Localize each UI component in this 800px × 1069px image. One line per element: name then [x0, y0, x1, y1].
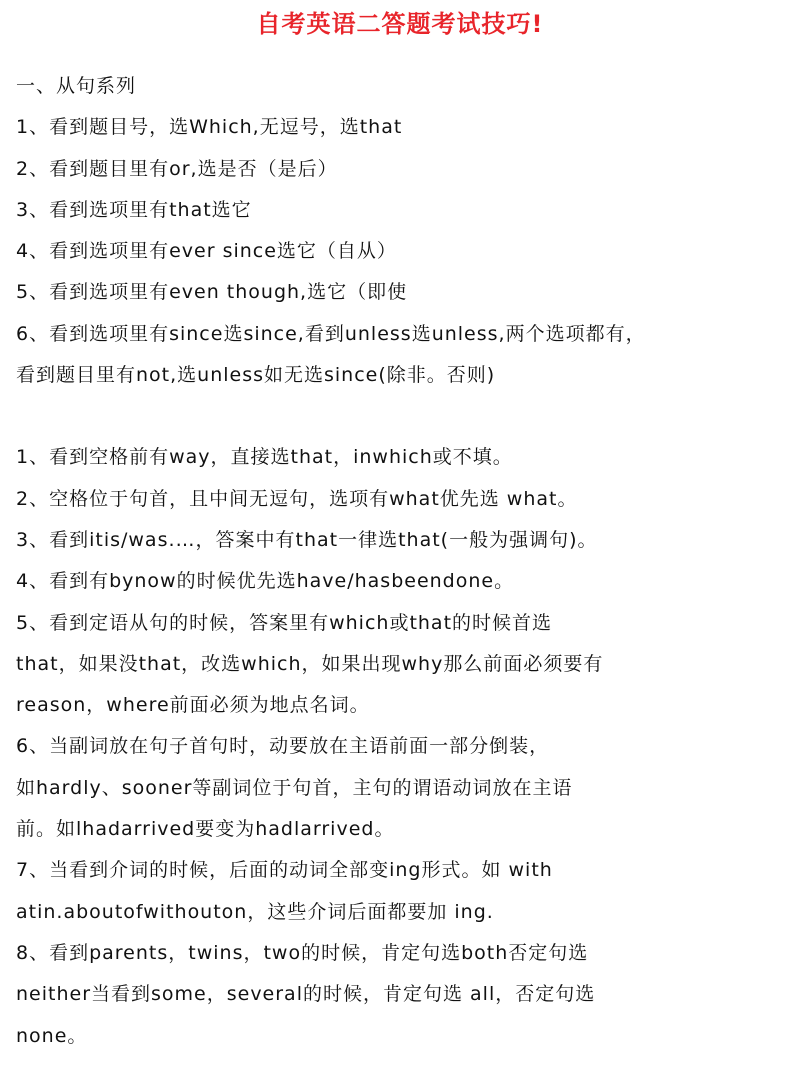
tip-line: 看到题目里有not,选unless如无选since(除非。否则) — [16, 364, 496, 387]
tip-line: 前。如lhadarrived要变为hadlarrived。 — [16, 818, 395, 841]
section-heading: 一、从句系列 — [16, 75, 137, 97]
tip-line: 1、看到题目号，选Which,无逗号，选that — [16, 116, 403, 139]
tip-line: 5、看到定语从句的时候，答案里有which或that的时候首选 — [16, 611, 553, 634]
tip-line: none。 — [16, 1024, 88, 1047]
tip-line: 6、当副词放在句子首句时，动要放在主语前面一部分倒装， — [16, 735, 550, 758]
tip-line: atin.aboutofwithouton，这些介词后面都要加 ing. — [16, 900, 494, 923]
tip-line: 3、看到选项里有that选它 — [16, 198, 252, 221]
tip-line: 6、看到选项里有since选since,看到unless选unless,两个选项都有， — [16, 322, 646, 345]
tip-line: that，如果没that，改选which，如果出现why那么前面必须要有 — [16, 652, 604, 675]
tip-line: 4、看到有bynow的时候优先选have/hasbeendone。 — [16, 570, 515, 593]
tip-line: 5、看到选项里有even though,选它（即使 — [16, 281, 408, 304]
tip-line: 2、看到题目里有or,选是否（是后） — [16, 157, 338, 180]
tip-line: 1、看到空格前有way，直接选that，inwhich或不填。 — [16, 446, 513, 469]
tip-line: 如hardly、sooner等副词位于句首，主句的谓语动词放在主语 — [16, 776, 573, 799]
tip-line: reason，where前面必须为地点名词。 — [16, 694, 370, 717]
tip-line: neither当看到some，several的时候，肯定句选 all，否定句选 — [16, 983, 596, 1006]
tip-line: 4、看到选项里有ever since选它（自从） — [16, 240, 397, 263]
tip-line: 8、看到parents，twins，two的时候，肯定句选both否定句选 — [16, 941, 589, 964]
page-title: 自考英语二答题考试技巧! — [256, 10, 544, 38]
tip-line: 2、空格位于句首，且中间无逗句，选项有what优先选 what。 — [16, 487, 578, 510]
document-body — [16, 66, 784, 1057]
tip-line: 7、当看到介词的时候，后面的动词全部变ing形式。如 with — [16, 859, 553, 882]
tip-line: 3、看到itis/was.…，答案中有that一律选that(一般为强调句)。 — [16, 528, 598, 551]
paragraph-gap — [16, 396, 784, 437]
